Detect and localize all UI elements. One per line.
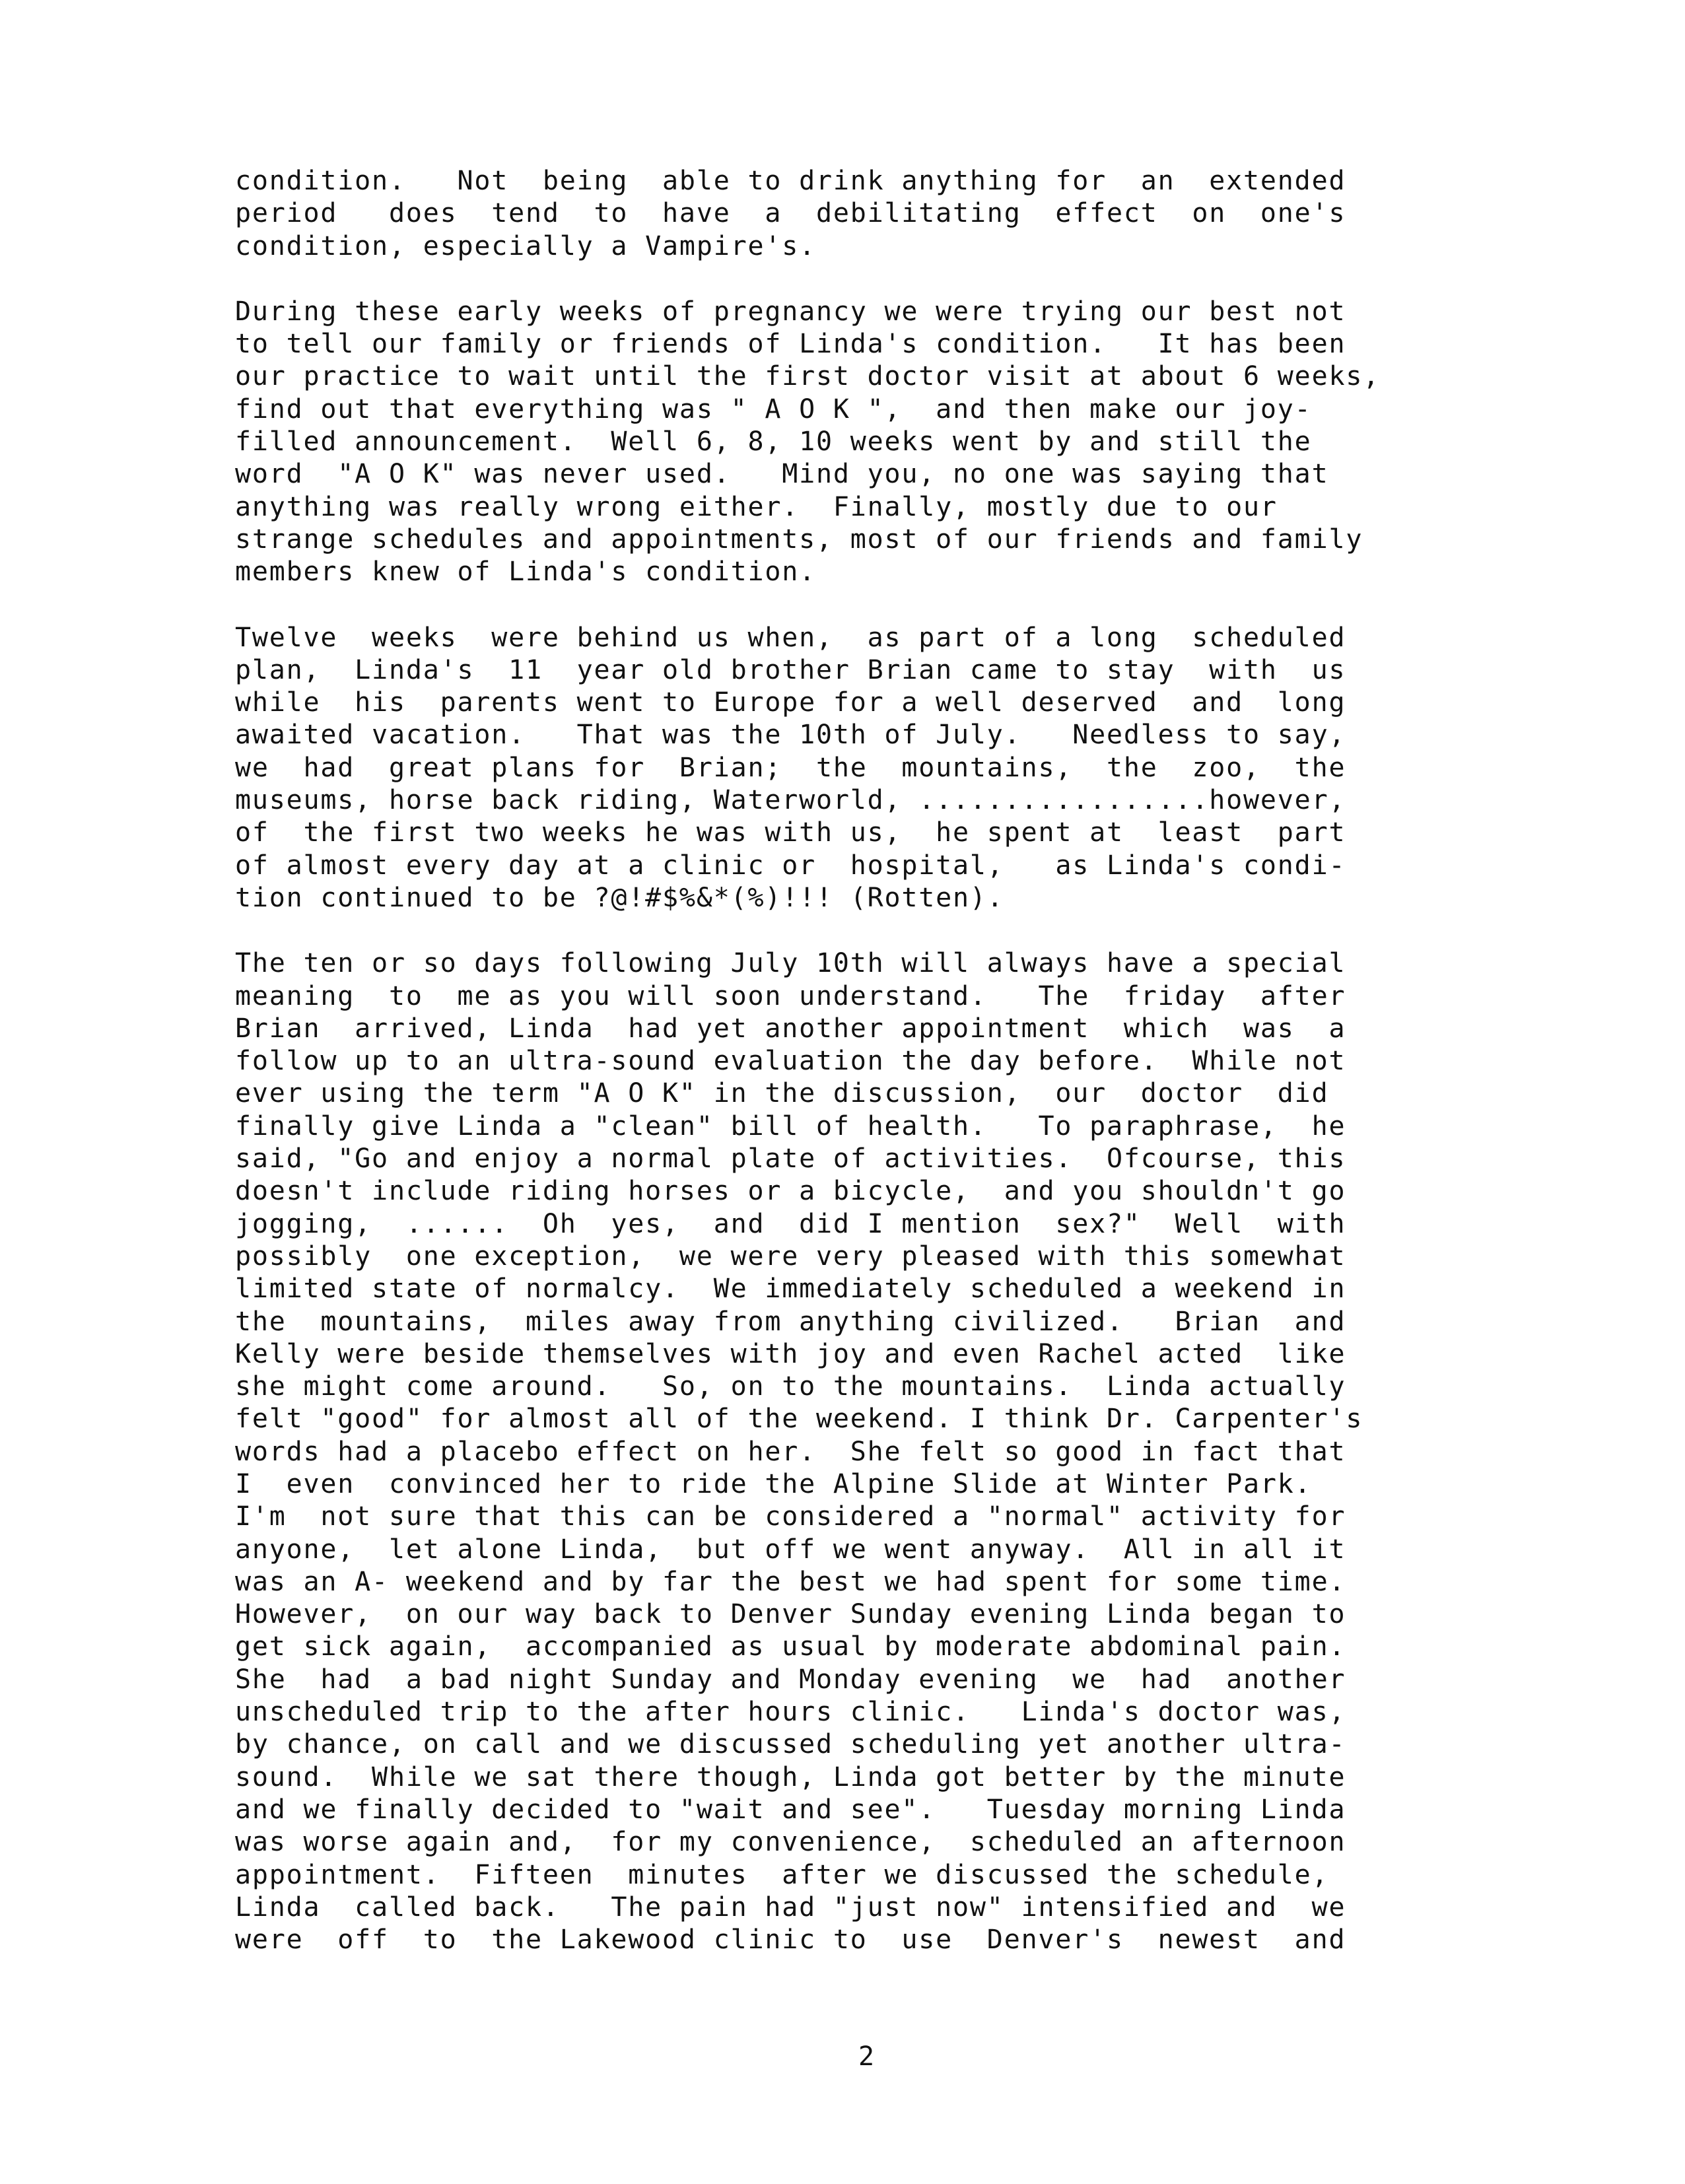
paragraph xyxy=(235,622,1549,915)
text-line: words had a placebo effect on her. She felt so good in fact that xyxy=(235,1436,1346,1467)
text-line: anything was really wrong either. Finally, mostly due to our xyxy=(235,491,1278,522)
text-line: jogging, ...... Oh yes, and did I mention sex?" Well with xyxy=(235,1208,1346,1239)
text-line: She had a bad night Sunday and Monday evening we had another xyxy=(235,1664,1346,1695)
text-line: the mountains, miles away from anything civilized. Brian and xyxy=(235,1306,1346,1337)
text-line: get sick again, accompanied as usual by moderate abdominal pain. xyxy=(235,1631,1346,1662)
text-line: was worse again and, for my convenience, scheduled an afternoon xyxy=(235,1827,1346,1858)
body-text xyxy=(235,165,1549,1956)
text-line: finally give Linda a "clean" bill of health. To paraphrase, he xyxy=(235,1110,1346,1142)
text-line: possibly one exception, we were very pleased with this somewhat xyxy=(235,1241,1346,1272)
text-line: However, on our way back to Denver Sunday evening Linda began to xyxy=(235,1599,1346,1630)
text-line: anyone, let alone Linda, but off we went anyway. All in all it xyxy=(235,1534,1346,1565)
text-line: while his parents went to Europe for a well deserved and long xyxy=(235,687,1346,718)
text-line: of the first two weeks he was with us, he spent at least part xyxy=(235,817,1346,848)
text-line: by chance, on call and we discussed scheduling yet another ultra- xyxy=(235,1729,1346,1760)
text-line: sound. While we sat there though, Linda got better by the minute xyxy=(235,1761,1346,1792)
text-line: tion continued to be ?@!#$%&*(%)!!! (Rotten). xyxy=(235,882,1004,913)
text-line: condition. Not being able to drink anything for an extended xyxy=(235,166,1346,196)
paragraph xyxy=(235,947,1549,1956)
text-line: plan, Linda's 11 year old brother Brian came to stay with us xyxy=(235,654,1346,685)
text-line: find out that everything was " A O K ", and then make our joy- xyxy=(235,393,1312,425)
paragraph-gap xyxy=(235,914,1549,947)
text-line: limited state of normalcy. We immediately scheduled a weekend in xyxy=(235,1274,1346,1305)
text-line: and we finally decided to "wait and see". Tuesday morning Linda xyxy=(235,1794,1346,1825)
text-line: filled announcement. Well 6, 8, 10 weeks went by and still the xyxy=(235,427,1312,458)
text-line: During these early weeks of pregnancy we were trying our best not xyxy=(235,296,1346,327)
text-line: she might come around. So, on to the mountains. Linda actually xyxy=(235,1371,1346,1402)
text-line: meaning to me as you will soon understand. The friday after xyxy=(235,980,1346,1011)
text-line: said, "Go and enjoy a normal plate of activities. Ofcourse, this xyxy=(235,1143,1346,1175)
text-line: follow up to an ultra-sound evaluation the day before. While not xyxy=(235,1046,1346,1077)
text-line: condition, especially a Vampire's. xyxy=(235,230,816,261)
text-line: Twelve weeks were behind us when, as part of a long scheduled xyxy=(235,622,1346,653)
text-line: Kelly were beside themselves with joy and even Rachel acted like xyxy=(235,1338,1346,1369)
text-line: I even convinced her to ride the Alpine Slide at Winter Park. xyxy=(235,1468,1312,1499)
text-line: ever using the term "A O K" in the discussion, our doctor did xyxy=(235,1078,1329,1109)
text-line: felt "good" for almost all of the weekend. I think Dr. Carpenter's xyxy=(235,1404,1363,1435)
text-line: unscheduled trip to the after hours clinic. Linda's doctor was, xyxy=(235,1697,1346,1728)
paragraph xyxy=(235,296,1549,589)
text-line: members knew of Linda's condition. xyxy=(235,557,816,588)
text-line: our practice to wait until the first doctor visit at about 6 weeks, xyxy=(235,361,1381,392)
text-line: period does tend to have a debilitating effect on one's xyxy=(235,198,1346,229)
text-line: museums, horse back riding, Waterworld, .................however, xyxy=(235,785,1346,816)
text-line: I'm not sure that this can be considered a "normal" activity for xyxy=(235,1501,1346,1532)
text-line: Linda called back. The pain had "just now" intensified and we xyxy=(235,1892,1346,1923)
text-line: The ten or so days following July 10th will always have a special xyxy=(235,948,1346,979)
page-number: 2 xyxy=(858,2041,875,2072)
text-line: Brian arrived, Linda had yet another appointment which was a xyxy=(235,1013,1346,1044)
text-line: awaited vacation. That was the 10th of July. Needless to say, xyxy=(235,720,1346,751)
text-line: were off to the Lakewood clinic to use Denver's newest and xyxy=(235,1925,1346,1956)
text-line: of almost every day at a clinic or hospital, as Linda's condi- xyxy=(235,850,1346,881)
paragraph-gap xyxy=(235,263,1549,296)
text-line: was an A- weekend and by far the best we had spent for some time. xyxy=(235,1566,1346,1597)
paragraph-gap xyxy=(235,589,1549,622)
text-line: appointment. Fifteen minutes after we discussed the schedule, xyxy=(235,1859,1329,1890)
text-line: to tell our family or friends of Linda's condition. It has been xyxy=(235,329,1346,360)
paragraph xyxy=(235,165,1549,263)
text-line: strange schedules and appointments, most of our friends and family xyxy=(235,524,1363,555)
text-line: doesn't include riding horses or a bicycle, and you shouldn't go xyxy=(235,1176,1346,1207)
text-line: word "A O K" was never used. Mind you, no one was saying that xyxy=(235,459,1329,490)
text-line: we had great plans for Brian; the mountains, the zoo, the xyxy=(235,752,1346,783)
